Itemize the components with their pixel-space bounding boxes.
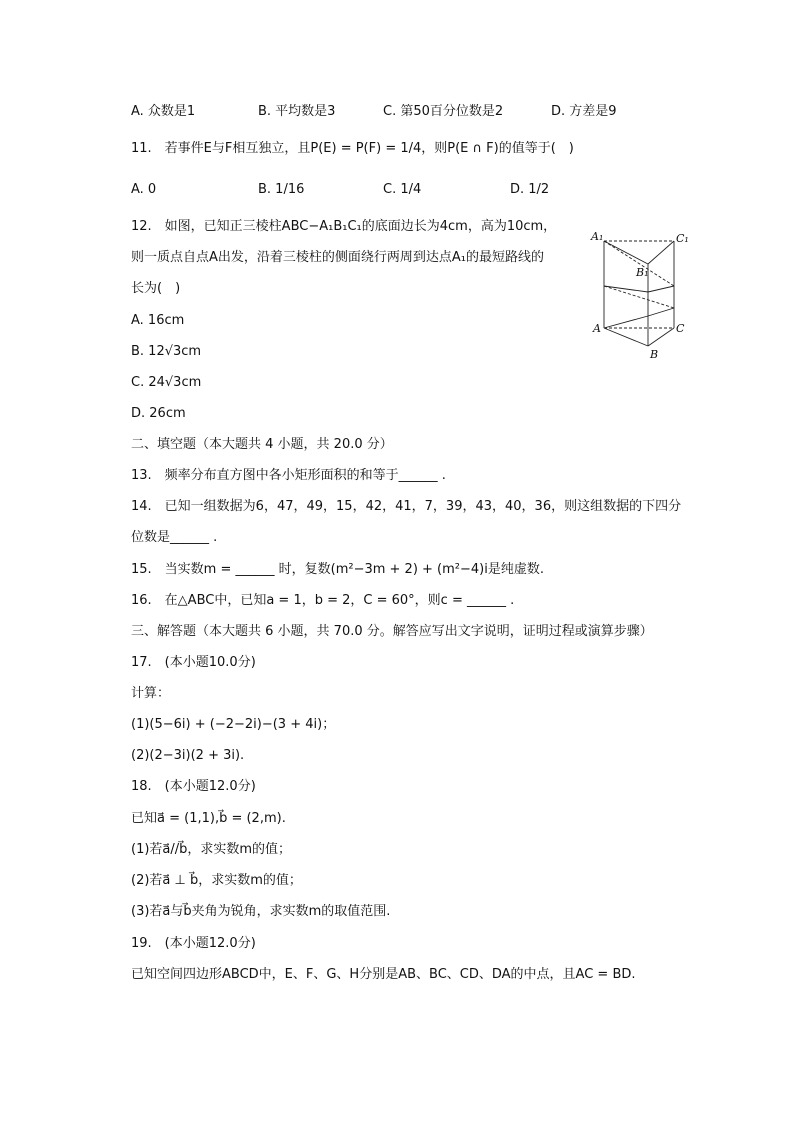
path-segment-6: [604, 241, 674, 286]
q14-line-2: 位数是______ .: [131, 530, 218, 545]
q17-line-1: 计算：: [131, 686, 171, 701]
q12-option-a: A. 16cm: [131, 313, 185, 328]
q16-text: 16. 在△ABC中，已知a = 1，b = 2，C = 60°，则c = ______ .: [131, 593, 515, 608]
q12-option-b: B. 12√3cm: [131, 344, 202, 359]
path-segment-1: [604, 316, 648, 328]
q10-option-a: A. 众数是1: [131, 104, 196, 119]
edge-a-b: [604, 328, 648, 346]
q12-stem-line-2: 则一质点自点A出发，沿着三棱柱的侧面绕行两周到达点A₁的最短路线的: [131, 250, 544, 265]
q15-text: 15. 当实数m = ______ 时，复数(m²−3m + 2) + (m²−4)i是纯虚数.: [131, 562, 544, 577]
label-b1: B₁: [636, 266, 649, 279]
section3-header: 三、解答题（本大题共 6 小题，共 70.0 分。解答应写出文字说明，证明过程或演算步骤）: [131, 624, 653, 639]
q18-line-4: (3)若a⃗与b⃗夹角为锐角，求实数m的取值范围.: [131, 904, 391, 919]
edge-a1-b1: [604, 241, 648, 264]
q19-line-1: 已知空间四边形ABCD中，E、F、G、H分别是AB、BC、CD、DA的中点，且AC = BD.: [131, 967, 636, 982]
q10-option-b: B. 平均数是3: [258, 104, 336, 119]
label-b: B: [650, 348, 659, 361]
q18-line-2: (1)若a⃗//b⃗，求实数m的值；: [131, 842, 292, 857]
section2-header: 二、填空题（本大题共 4 小题，共 20.0 分）: [131, 437, 393, 452]
q19-title: 19. (本小题12.0分): [131, 936, 256, 951]
q11-option-a: A. 0: [131, 182, 157, 197]
q17-line-2: (1)(5−6i) + (−2−2i)−(3 + 4i)；: [131, 717, 336, 732]
q18-title: 18. (本小题12.0分): [131, 779, 256, 794]
label-c1: C₁: [676, 232, 689, 245]
prism-figure: [590, 224, 700, 364]
path-segment-4: [604, 286, 648, 292]
q10-option-c: C. 第50百分位数是2: [383, 104, 504, 119]
q17-line-3: (2)(2−3i)(2 + 3i).: [131, 748, 245, 763]
q12-stem-line-3: 长为( ): [131, 281, 181, 296]
q11-option-c: C. 1/4: [383, 182, 422, 197]
q17-title: 17. (本小题10.0分): [131, 655, 256, 670]
q18-line-1: 已知a⃗ = (1,1),b⃗ = (2,m).: [131, 811, 286, 826]
q18-line-3: (2)若a⃗ ⊥ b⃗，求实数m的值；: [131, 873, 302, 888]
label-a: A: [593, 322, 601, 335]
q11-stem: 11. 若事件E与F相互独立，且P(E) = P(F) = 1/4，则P(E ∩ F)的值等于( ): [131, 141, 574, 156]
path-segment-2: [648, 308, 674, 316]
edge-b-c: [648, 328, 674, 346]
q12-option-d: D. 26cm: [131, 406, 186, 421]
q12-option-c: C. 24√3cm: [131, 375, 202, 390]
path-segment-3: [604, 286, 674, 308]
path-segment-5: [648, 286, 674, 292]
q10-option-d: D. 方差是9: [551, 104, 617, 119]
q12-stem-line-1: 12. 如图，已知正三棱柱ABC−A₁B₁C₁的底面边长为4cm，高为10cm，: [131, 219, 557, 234]
q11-option-b: B. 1/16: [258, 182, 305, 197]
label-a1: A₁: [591, 230, 604, 243]
label-c: C: [676, 322, 685, 335]
edge-b1-c1: [648, 241, 674, 264]
q14-line-1: 14. 已知一组数据为6，47，49，15，42，41，7，39，43，40，36，则这组数据的下四分: [131, 499, 682, 514]
q13-text: 13. 频率分布直方图中各小矩形面积的和等于______ .: [131, 468, 446, 483]
q11-option-d: D. 1/2: [510, 182, 550, 197]
